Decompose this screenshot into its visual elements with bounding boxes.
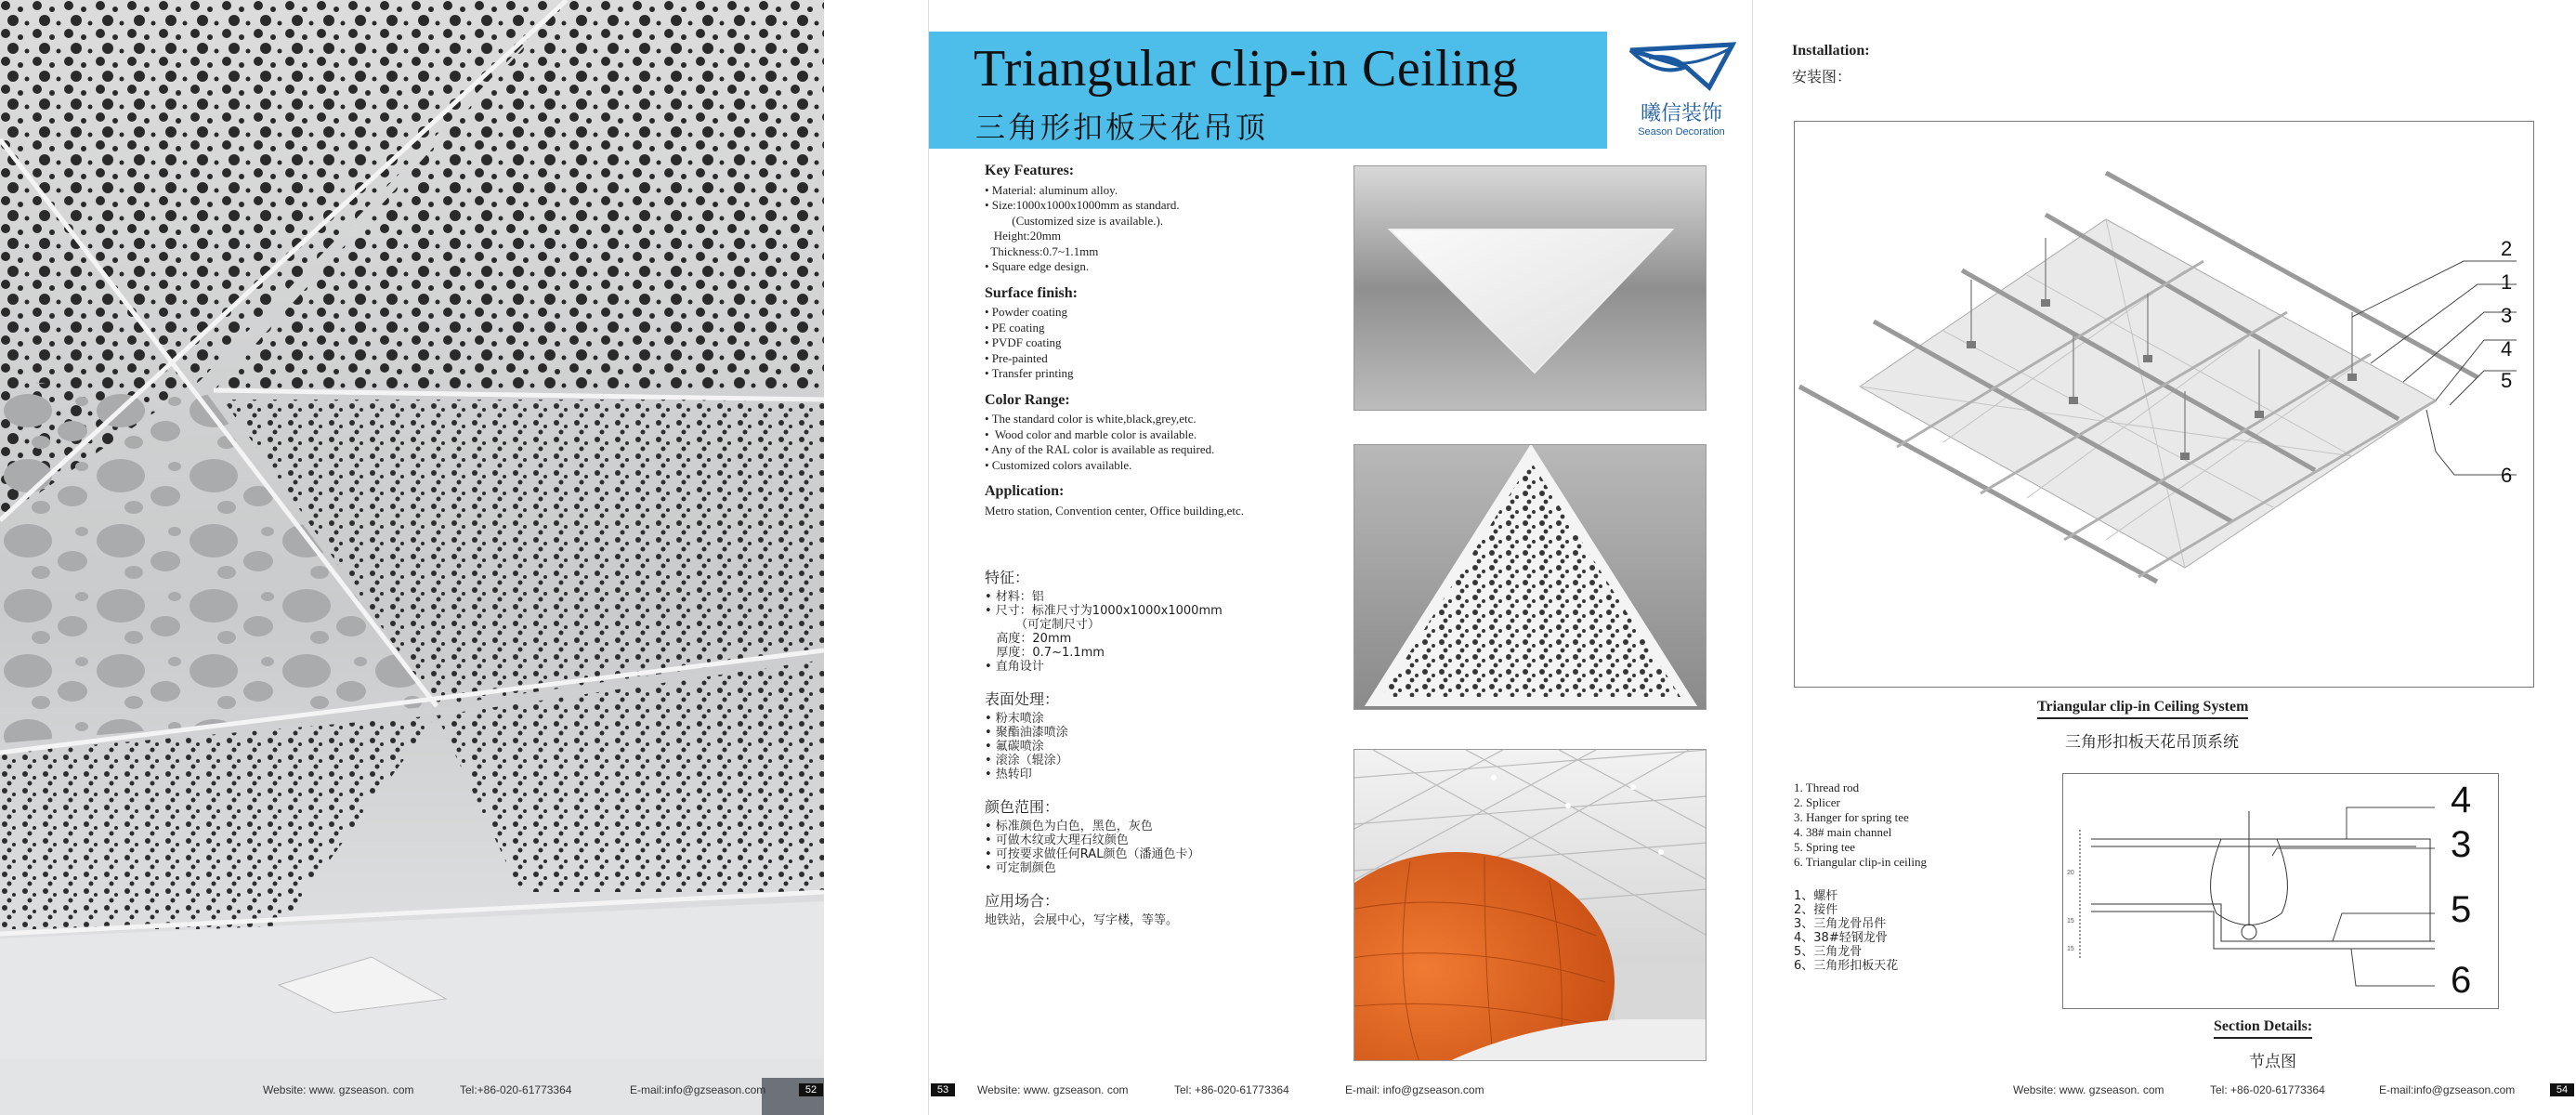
surface-cn-heading: 表面处理：: [985, 690, 1060, 708]
finish-line-cn: • 氟碳喷涂: [985, 740, 1044, 754]
installation-label-cn: 安装图：: [1792, 68, 1852, 85]
application-cn-heading: 应用场合：: [985, 892, 1060, 910]
spec-line-cn: （可定制尺寸）: [985, 618, 1101, 632]
section-diagram: [2062, 773, 2499, 1009]
legend-en: [1794, 780, 1927, 870]
legend-item-cn: 3、三角龙骨吊件: [1794, 917, 1887, 931]
legend-item-cn: 6、三角形扣板天花: [1794, 959, 1899, 973]
spec-line: Height:20mm: [985, 229, 1061, 243]
page-number: 52: [799, 1083, 823, 1096]
system-diagram: [1794, 121, 2534, 688]
legend-item-cn: 4、38#轻钢龙骨: [1794, 931, 1888, 945]
svg-text:20: 20: [2067, 870, 2074, 876]
installation-label: Installation:: [1792, 43, 1870, 59]
spec-line: (Customized size is available.).: [985, 213, 1164, 228]
color-line-cn: • 可按要求做任何RAL颜色（潘通色卡）: [985, 847, 1200, 861]
color-line-cn: • 可定制颜色: [985, 861, 1056, 875]
section-callout-4: 4: [2451, 780, 2472, 820]
system-callout-5: 5: [2501, 369, 2513, 392]
spec-line-cn: • 材料：铝: [985, 590, 1044, 604]
finish-line: • Powder coating: [985, 305, 1068, 319]
plain-panel-image: [1353, 165, 1706, 411]
section-drawing: [2063, 774, 2500, 1010]
logo-text-cn: 曦信装饰: [1640, 102, 1722, 125]
color-range-heading: Color Range:: [985, 391, 1070, 408]
legend-item-cn: 1、螺杆: [1794, 889, 1838, 903]
finish-line: • PVDF coating: [985, 335, 1062, 349]
finish-line-cn: • 粉末喷涂: [985, 712, 1044, 726]
legend-item: 6. Triangular clip-in ceiling: [1794, 855, 1927, 869]
system-callout-1: 1: [2501, 270, 2513, 294]
system-caption: Triangular clip-in Ceiling System: [2037, 699, 2248, 719]
footer-tel: Tel: +86-020-61773364: [2210, 1083, 2325, 1096]
installation-page: [1752, 0, 2576, 1115]
legend-item-cn: 2、接件: [1794, 903, 1838, 917]
ceiling-photo: [0, 0, 824, 1115]
title-band: [929, 32, 1607, 149]
features-cn-heading: 特征：: [985, 569, 1030, 586]
ceiling-system-drawing: [1795, 122, 2535, 689]
color-line: • Wood color and marble color is available.: [985, 426, 1197, 441]
page-title: Triangular clip-in Ceiling: [974, 40, 1519, 98]
spec-line: • Size:1000x1000x1000mm as standard.: [985, 198, 1180, 212]
footer-tel: Tel: +86-020-61773364: [1174, 1083, 1289, 1096]
svg-text:15: 15: [2067, 918, 2074, 925]
key-features-heading: Key Features:: [985, 163, 1075, 178]
application-text: Metro station, Convention center, Office building,etc.: [985, 503, 1245, 518]
specs-cn: [985, 571, 1356, 927]
legend-item: 4. 38# main channel: [1794, 825, 1892, 839]
spec-line: Thickness:0.7~1.1mm: [985, 243, 1099, 258]
color-line: • Customized colors available.: [985, 457, 1132, 472]
section-callout-3: 3: [2451, 824, 2472, 865]
spec-line-cn: • 尺寸：标准尺寸为1000x1000x1000mm: [985, 604, 1223, 618]
legend-item: 3. Hanger for spring tee: [1794, 810, 1909, 824]
page-number: 54: [2550, 1083, 2574, 1096]
color-cn-heading: 颜色范围：: [985, 798, 1060, 816]
svg-text:15: 15: [2067, 946, 2074, 952]
finish-line-cn: • 滚涂（辊涂）: [985, 754, 1068, 767]
system-callout-2: 2: [2501, 237, 2513, 260]
spec-line: • Material: aluminum alloy.: [985, 182, 1118, 197]
installation-photo: [1353, 749, 1706, 1061]
product-page: [928, 0, 1752, 1115]
finish-line: • Transfer printing: [985, 366, 1074, 380]
logo-text-en: Season Decoration: [1638, 126, 1725, 138]
finish-line-cn: • 聚酯油漆喷涂: [985, 726, 1068, 740]
spec-line-cn: 厚度：0.7~1.1mm: [985, 646, 1105, 660]
legend-item: 2. Splicer: [1794, 795, 1840, 809]
perforated-panel-image: [1353, 444, 1706, 710]
section-callout-6: 6: [2451, 960, 2472, 1001]
application-heading: Application:: [985, 483, 1065, 499]
system-callout-3: 3: [2501, 304, 2513, 327]
system-caption-cn: 三角形扣板天花吊顶系统: [2065, 733, 2239, 752]
section-caption: Section Details:: [2214, 1018, 2312, 1039]
color-line: • The standard color is white,black,grey,etc.: [985, 412, 1196, 426]
footer-email: E-mail: info@gzseason.com: [1345, 1083, 1484, 1096]
finish-line: • PE coating: [985, 320, 1045, 334]
footer-email: E-mail:info@gzseason.com: [2379, 1083, 2516, 1096]
photo-page: [0, 0, 824, 1115]
footer-website: Website: www. gzseason. com: [2013, 1083, 2164, 1096]
specs-en: [985, 164, 1338, 518]
footer-email: E-mail:info@gzseason.com: [630, 1083, 766, 1096]
finish-line-cn: • 热转印: [985, 767, 1032, 781]
footer-website: Website: www. gzseason. com: [263, 1083, 414, 1096]
legend-item-cn: 5、三角龙骨: [1794, 945, 1863, 959]
page-number: 53: [931, 1083, 955, 1096]
color-line-cn: • 标准颜色为白色，黑色，灰色: [985, 820, 1153, 833]
finish-line: • Pre-painted: [985, 350, 1048, 365]
surface-finish-heading: Surface finish:: [985, 284, 1078, 301]
logo-icon: [1621, 41, 1742, 91]
spec-line-cn: 高度：20mm: [985, 632, 1072, 646]
application-text-cn: 地铁站，会展中心，写字楼，等等。: [985, 913, 1179, 927]
system-callout-6: 6: [2501, 464, 2513, 487]
footer-tel: Tel:+86-020-61773364: [460, 1083, 572, 1096]
page-title-cn: 三角形扣板天花吊顶: [975, 110, 1269, 145]
brand-logo: [1621, 41, 1742, 143]
color-line: • Any of the RAL color is available as required.: [985, 442, 1215, 456]
spec-line-cn: • 直角设计: [985, 660, 1044, 674]
legend-item: 5. Spring tee: [1794, 840, 1856, 854]
system-callout-4: 4: [2501, 337, 2513, 361]
spec-line: • Square edge design.: [985, 259, 1090, 273]
color-line-cn: • 可做木纹或大理石纹颜色: [985, 833, 1129, 847]
legend-item: 1. Thread rod: [1794, 780, 1860, 794]
section-caption-cn: 节点图: [2249, 1053, 2296, 1071]
legend-cn: [1794, 889, 1898, 973]
footer-website: Website: www. gzseason. com: [977, 1083, 1129, 1096]
page-gutter: [824, 0, 928, 1115]
section-callout-5: 5: [2451, 889, 2472, 930]
